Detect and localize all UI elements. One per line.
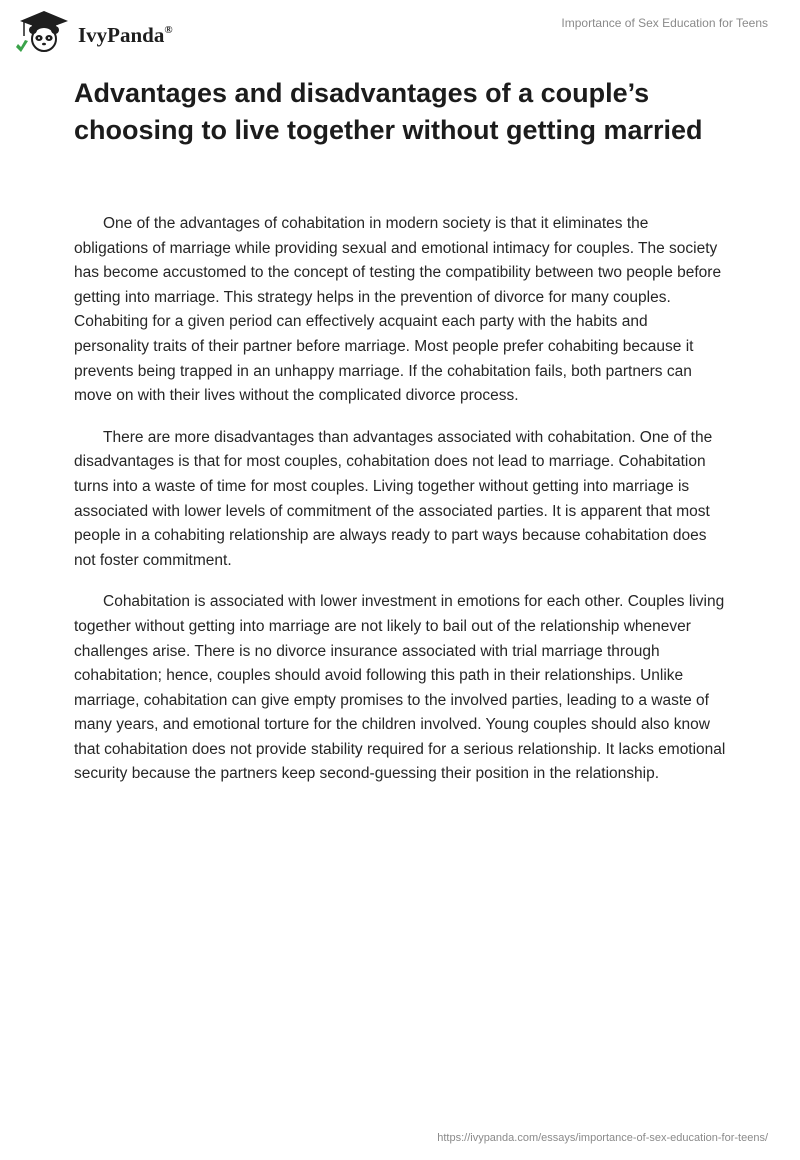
registered-mark: ® xyxy=(164,24,173,36)
panda-graduate-icon xyxy=(14,9,74,53)
essay-body xyxy=(74,212,726,804)
brand-name xyxy=(78,23,173,48)
page-header xyxy=(0,0,800,60)
document-title: Importance of Sex Education for Teens xyxy=(561,16,768,30)
essay-heading: Advantages and disadvantages of a couple’s choosing to live together without getting married xyxy=(74,78,703,145)
footer-url[interactable]: https://ivypanda.com/essays/importance-of-sex-education-for-teens/ xyxy=(437,1132,768,1144)
paragraph: Cohabitation is associated with lower investment in emotions for each other. Couples living together without getting into marriage are not likely to bail out of the relationship whenever challenges arise. There is no divorce insurance associated with trial marriage through cohabitation; hence, couples should avoid following this path in their relationships. Unlike marriage, cohabitation can give empty promises to the involved parties, leading to a waste of many years, and emotional torture for the children involved. Young couples should also know that cohabitation does not provide stability required for a serious relationship. It lacks emotional security because the partners keep second-guessing their position in the relationship. xyxy=(74,593,726,783)
paragraph: There are more disadvantages than advantages associated with cohabitation. One of the disadvantages is that for most couples, cohabitation does not lead to marriage. Cohabitation turns into a waste of time for most couples. Living together without getting into marriage is associated with lower levels of commitment of the associated parties. It is apparent that most people in a cohabiting relationship are always ready to part ways because cohabitation does not foster commitment. xyxy=(74,428,713,569)
paragraph: One of the advantages of cohabitation in modern society is that it eliminates the obligations of marriage while providing sexual and emotional intimacy for couples. The society has become accustomed to the concept of testing the compatibility between two people before getting into marriage. This strategy helps in the prevention of divorce for many couples. Cohabiting for a given period can effectively acquaint each party with the habits and personality traits of their partner before marriage. Most people prefer cohabiting because it prevents being trapped in an unhappy marriage. If the cohabitation fails, both partners can move on with their lives without the complicated divorce process. xyxy=(74,215,722,405)
brand-logo[interactable] xyxy=(14,9,194,53)
brand-name-text: IvyPanda xyxy=(78,23,165,47)
